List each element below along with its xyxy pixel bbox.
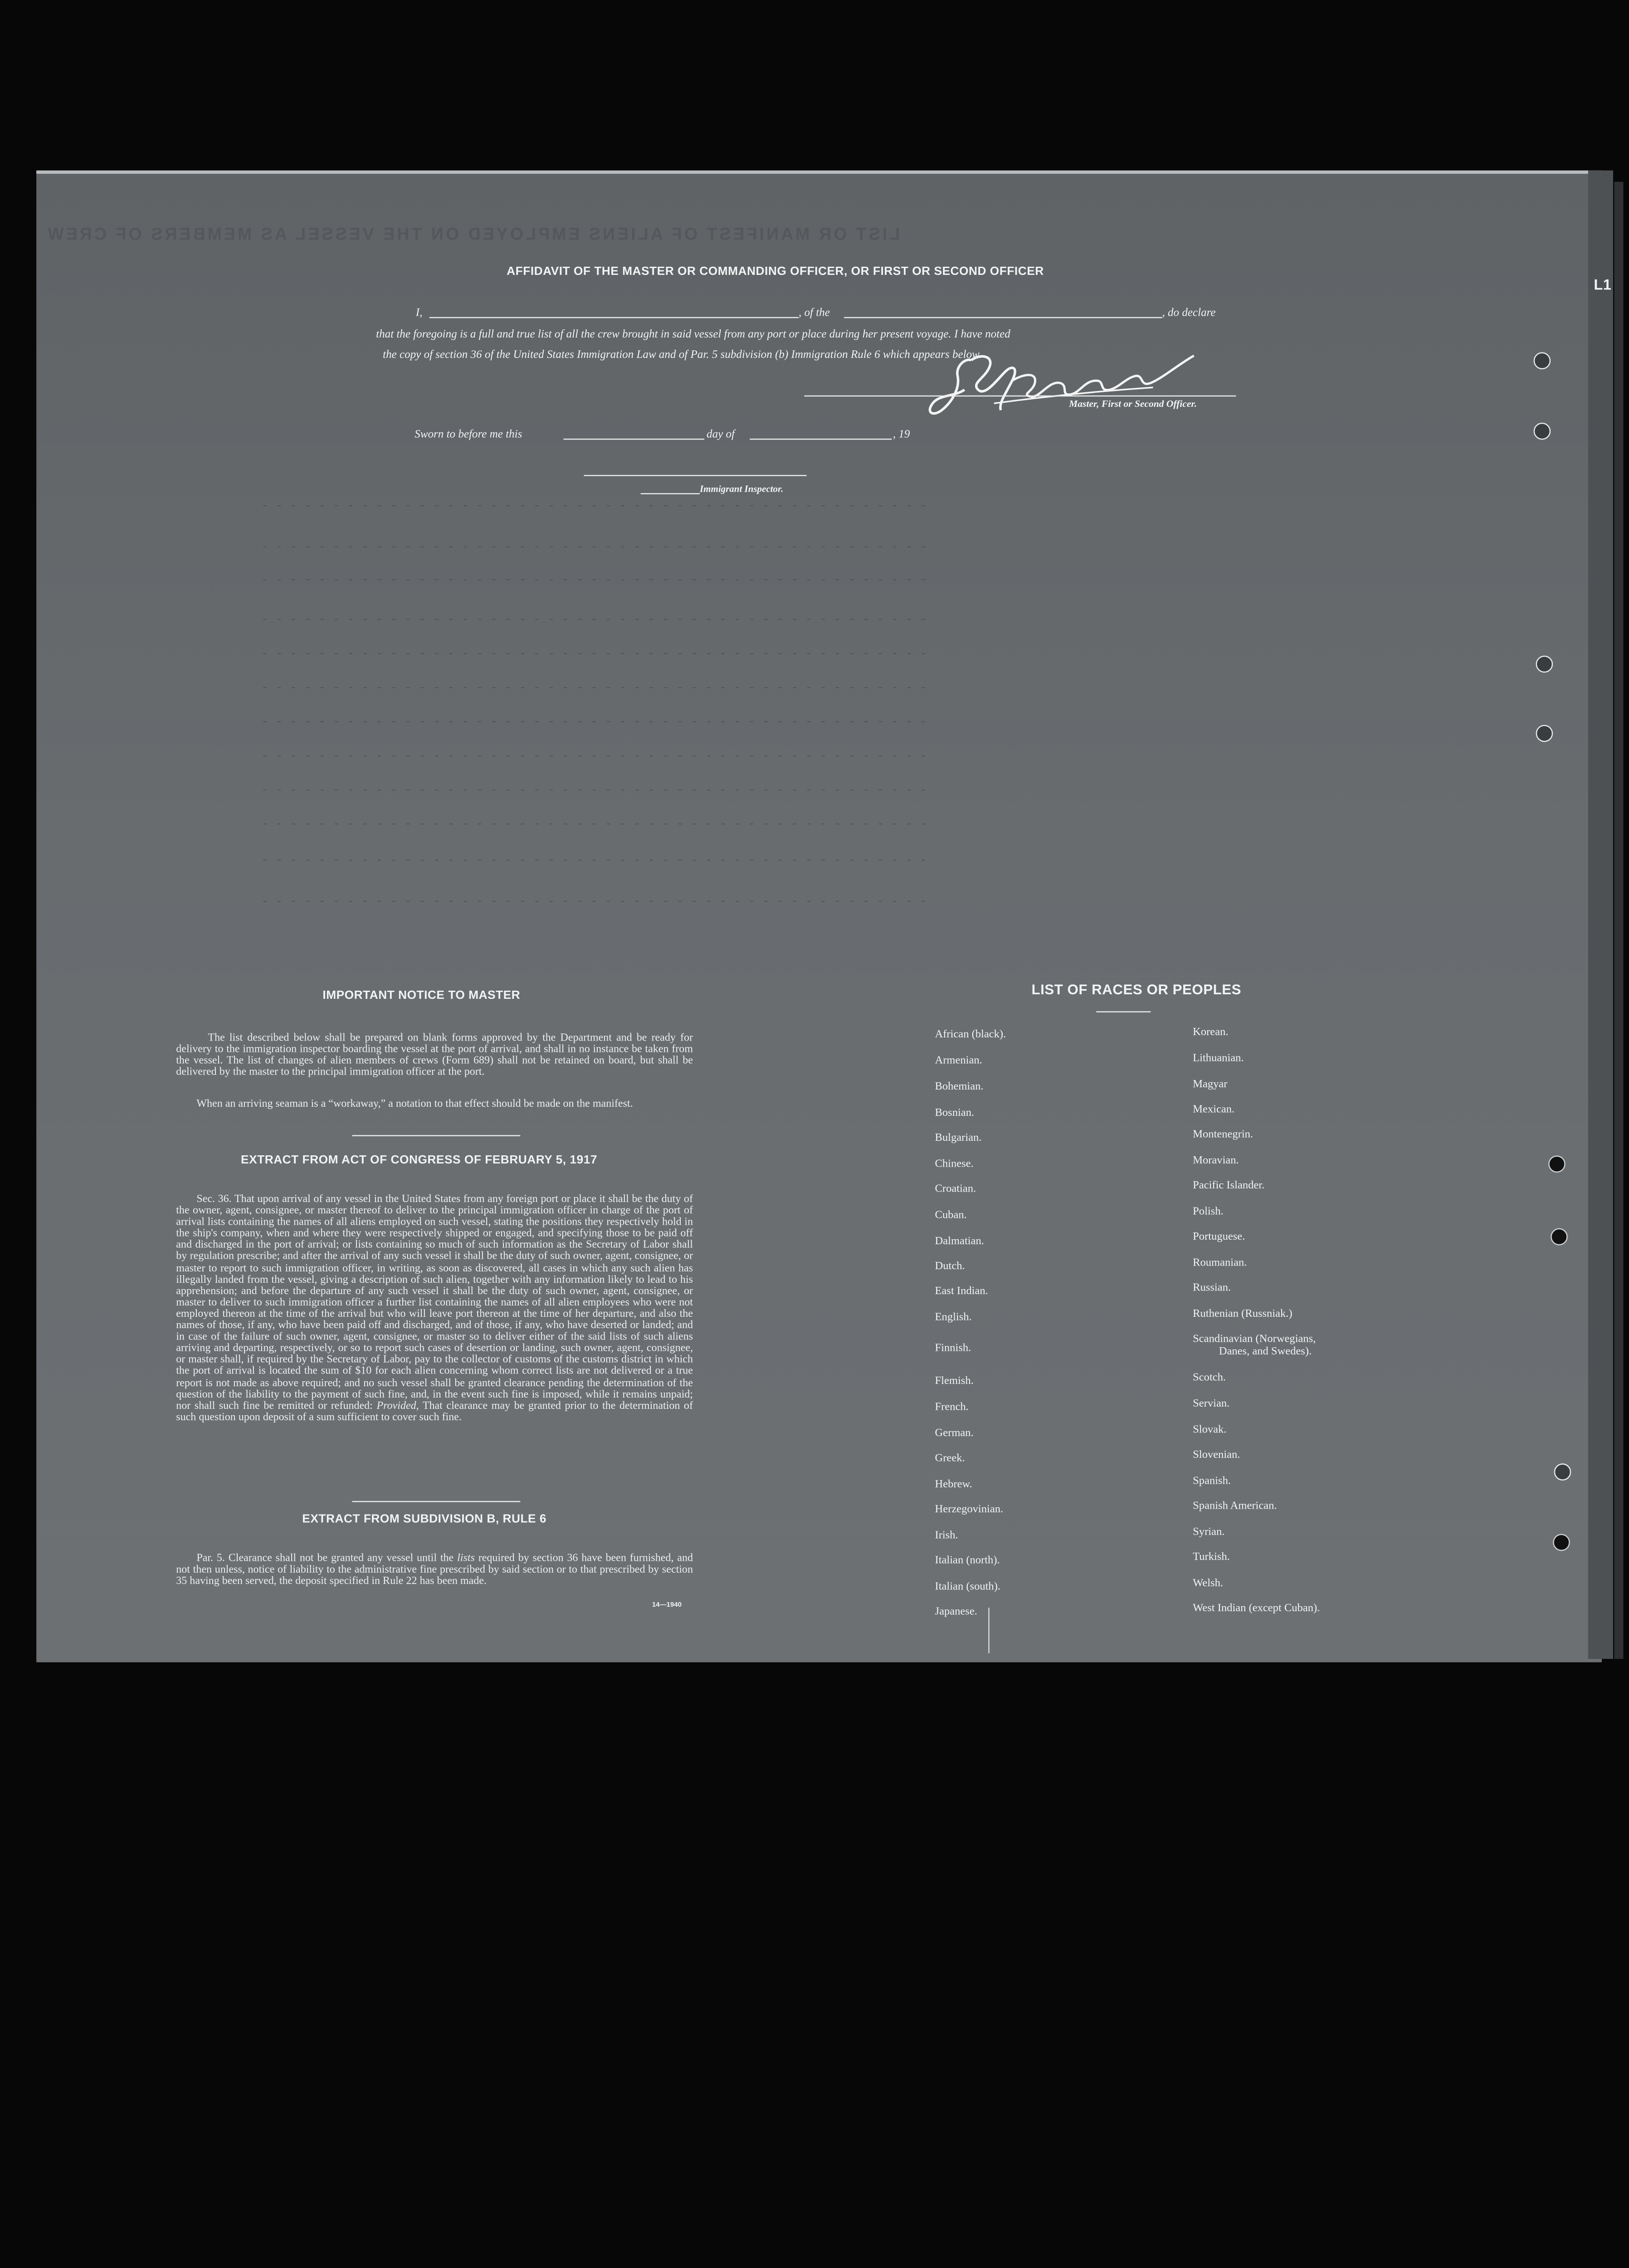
master-signature-line: [804, 396, 1236, 397]
races-title-rule: [1096, 1011, 1151, 1012]
bleed-through-row: - - - - - - - - - - - - - - - - - - - - - - - - - - - - - - - - - - - - - - - - - - - - - - -: [261, 784, 927, 798]
section-divider: [352, 1135, 521, 1136]
race-item: English.: [935, 1311, 972, 1324]
binder-hole: [1551, 1228, 1568, 1246]
race-item: Pacific Islander.: [1193, 1179, 1265, 1192]
inspector-signature-line: [584, 475, 807, 476]
race-item: Russian.: [1193, 1281, 1231, 1295]
notice-paragraph-1: The list described below shall be prepared on blank forms approved by the Department and be ready for delivery to the immigration inspector boarding the vessel at the port of arrival, and shall in no instance be taken from the vessel. The list of changes of alien members of crews (Form 689) shall not be retained on board, but shall be delivered by the master to the principal immigration officer at the port.: [176, 1031, 693, 1079]
form-number: 14—1940: [652, 1602, 682, 1609]
bleed-through-row: - - - - - - - - - - - - - - - - - - - - - - - - - - - - - - - - - - - - - - - - - - - - - - -: [261, 895, 927, 909]
race-item: Scandinavian (Norwegians,: [1193, 1333, 1316, 1345]
race-item: Ruthenian (Russniak.): [1193, 1308, 1292, 1320]
sworn-day-label: day of: [707, 428, 735, 441]
binder-hole: [1548, 1155, 1566, 1173]
race-item: Greek.: [935, 1452, 965, 1465]
race-item: Bohemian.: [935, 1080, 984, 1093]
race-item: Croatian.: [935, 1183, 976, 1196]
section-36-provided: Provided,: [376, 1399, 419, 1412]
race-item: Slovak.: [1193, 1423, 1227, 1437]
race-item: African (black).: [935, 1028, 1006, 1041]
race-item: Bulgarian.: [935, 1131, 982, 1144]
page-edge: [1588, 171, 1613, 1659]
race-item: Welsh.: [1193, 1577, 1224, 1590]
vessel-name-line: [844, 317, 1162, 318]
race-item: Spanish American.: [1193, 1500, 1277, 1513]
race-item: Armenian.: [935, 1054, 982, 1067]
affidavit-statement-line1: that the foregoing is a full and true list of all the crew brought in said vessel from any port or place during her present voyage. I have noted: [376, 328, 1010, 341]
rule-6-text-a: Par. 5. Clearance shall not be granted any vessel until the: [196, 1552, 454, 1565]
bleed-through-row: - - - - - - - - - - - - - - - - - - - - - - - - - - - - - - - - - - - - - - - - - - - - - - -: [261, 500, 927, 514]
binder-hole: [1536, 725, 1553, 742]
race-item: Lithuanian.: [1193, 1052, 1244, 1065]
bleed-through-row: - - - - - - - - - - - - - - - - - - - - - - - - - - - - - - - - - - - - - - - - - - - - - - -: [261, 854, 927, 868]
affidavit-statement-line2: the copy of section 36 of the United States Immigration Law and of Par. 5 subdivision (b) Immigration Rule 6 which appears below.: [383, 349, 982, 362]
affidavit-title: AFFIDAVIT OF THE MASTER OR COMMANDING OFFICER, OR FIRST OR SECOND OFFICER: [507, 264, 1044, 279]
notice-paragraph-2: When an arriving seaman is a “workaway,” a notation to that effect should be made on the manifest.: [196, 1097, 633, 1110]
bleed-through-row: - - - - - - - - - - - - - - - - - - - - - - - - - - - - - - - - - - - - - - - - - - - - - - -: [261, 750, 927, 764]
race-item: Cuban.: [935, 1209, 967, 1222]
bleed-through-row: - - - - - - - - - - - - - - - - - - - - - - - - - - - - - - - - - - - - - - - - - - - - - - -: [261, 647, 927, 661]
inspector-label: Immigrant Inspector.: [700, 484, 784, 494]
race-item: Irish.: [935, 1529, 958, 1542]
races-title: LIST OF RACES OR PEOPLES: [1031, 982, 1242, 998]
race-item: German.: [935, 1427, 974, 1440]
bleed-through-row: - - - - - - - - - - - - - - - - - - - - - - - - - - - - - - - - - - - - - - - - - - - - - - -: [261, 716, 927, 730]
section-36-end: That clearance may be granted prior to the determination of such question upon deposit of a sum sufficient to cover such fine.: [176, 1399, 693, 1424]
sworn-prefix: Sworn to before me this: [415, 428, 522, 441]
notice-title: IMPORTANT NOTICE TO MASTER: [322, 988, 521, 1002]
race-item: Spanish.: [1193, 1475, 1231, 1487]
race-item: East Indian.: [935, 1285, 988, 1298]
sworn-year-label: , 19: [893, 428, 910, 441]
rule-6-lists: lists: [457, 1552, 475, 1565]
sworn-month-line: [750, 439, 892, 440]
race-item: Flemish.: [935, 1374, 974, 1388]
bleed-through-row: - - - - - - - - - - - - - - - - - - - - - - - - - - - - - - - - - - - - - - - - - - - - - - -: [261, 541, 927, 555]
race-item: Roumanian.: [1193, 1256, 1247, 1269]
binder-hole: [1536, 655, 1553, 673]
bleed-through-row: - - - - - - - - - - - - - - - - - - - - - - - - - - - - - - - - - - - - - - - - - - - - - - -: [261, 818, 927, 832]
race-item: Italian (north).: [935, 1554, 1000, 1567]
sworn-day-line: [563, 439, 704, 440]
bleed-through-row: - - - - - - - - - - - - - - - - - - - - - - - - - - - - - - - - - - - - - - - - - - - - - - -: [261, 681, 927, 695]
race-item: Magyar: [1193, 1078, 1228, 1091]
extract-congress-title: EXTRACT FROM ACT OF CONGRESS OF FEBRUARY 5, 1917: [241, 1153, 597, 1167]
master-signature: [926, 347, 1198, 428]
race-item: French.: [935, 1401, 969, 1414]
race-item: Montenegrin.: [1193, 1128, 1253, 1141]
binder-hole: [1553, 1534, 1570, 1551]
edge-mark: L1: [1594, 276, 1612, 293]
race-item: Dalmatian.: [935, 1235, 984, 1248]
bleed-through-row: - - - - - - - - - - - - - - - - - - - - - - - - - - - - - - - - - - - - - - - - - - - - - - -: [261, 613, 927, 627]
binder-hole: [1534, 352, 1551, 370]
race-item: Scotch.: [1193, 1371, 1226, 1384]
bleed-through-row: - - - - - - - - - - - - - - - - - - - - - - - - - - - - - - - - - - - - - - - - - - - - - - -: [261, 573, 927, 588]
race-item: Moravian.: [1193, 1154, 1239, 1167]
inspector-label-line: [641, 493, 700, 494]
master-signature-label: Master, First or Second Officer.: [1069, 397, 1197, 409]
affidavit-declare-label: , do declare: [1162, 307, 1216, 319]
master-name-line: [429, 317, 799, 318]
race-item: Dutch.: [935, 1260, 965, 1273]
page-edge-shadow: [1614, 182, 1623, 1659]
form-sheet: [36, 171, 1602, 1662]
race-item: Portuguese.: [1193, 1230, 1245, 1243]
race-item: Servian.: [1193, 1398, 1230, 1410]
binder-hole: [1534, 423, 1551, 440]
affidavit-of-the-label: , of the: [798, 307, 830, 319]
race-item-continued: Danes, and Swedes).: [1219, 1345, 1312, 1358]
race-item: Turkish.: [1193, 1551, 1230, 1564]
section-divider: [352, 1501, 521, 1502]
race-item: Polish.: [1193, 1205, 1224, 1218]
affidavit-i-label: I,: [415, 307, 423, 319]
race-item: Slovenian.: [1193, 1448, 1240, 1461]
extract-rule6-title: EXTRACT FROM SUBDIVISION B, RULE 6: [302, 1512, 547, 1526]
section-36-label: Sec. 36.: [196, 1193, 232, 1206]
race-item: Korean.: [1193, 1026, 1229, 1039]
race-item: Japanese.: [935, 1605, 977, 1618]
binder-hole: [1554, 1463, 1571, 1481]
race-item: Finnish.: [935, 1342, 971, 1354]
race-item: Chinese.: [935, 1158, 974, 1171]
rule-6-text: [176, 1553, 693, 1588]
race-item: Mexican.: [1193, 1103, 1235, 1116]
race-item: Hebrew.: [935, 1478, 972, 1491]
race-item: Bosnian.: [935, 1106, 975, 1119]
rule-6-text-b: required by section 36 have been furnished, and not then unless, notice of liability to the administrative fine prescribed by said section or to that prescribed by section 35 having been served, the deposit specified in Rule 22 has been made.: [176, 1552, 693, 1588]
race-item: Italian (south).: [935, 1580, 1001, 1593]
pencil-mark: [988, 1608, 990, 1653]
race-item: Herzegovinian.: [935, 1503, 1004, 1516]
section-36-body: That upon arrival of any vessel in the United States from any foreign port or place it shall be the duty of the owner, agent, consignee, or master thereof to deliver to the principal immigration officer in charge of the port of arrival lists containing the names of all aliens employed on such vessel, stating the positions they respectively hold in the ship's company, when and where they were respectively shipped or engaged, and specifying those to be paid off and discharged in the port of arrival; or lists containing so much of such information as the Secretary of Labor shall by regulation prescribe; and after the arrival of any such vessel it shall be the duty of such owner, agent, consignee, or master to report to such immigration officer, in writing, as soon as discovered, all cases in which any such alien has illegally landed from the vessel, giving a description of such alien, together with any information likely to lead to his apprehension; and before the departure of any such vessel it shall be the duty of such owner, agent, consignee, or master to deliver to such immigration officer a further list containing the names of all alien employees who were not employed thereon at the time of the arrival but who will leave port thereon at the time of her departure, and also the names of those, if any, who have been paid off and discharged, and of those, if any, who have deserted or landed; and in case of the failure of such owner, agent, consignee, or master so to deliver either of the said lists of such aliens arriving and departing, respectively, or so to report such cases of desertion or landing, such owner, agent, consignee, or master shall, if required by the Secretary of Labor, pay to the collector of customs of the customs district in which the port of arrival is located the sum of $10 for each alien concerning whom correct lists are not delivered or a true report is not made as above required; and no such vessel shall be granted clearance pending the determination of the question of the liability to the payment of such fine, and, in the event such fine is imposed, while it remains unpaid; nor shall such fine be remitted or refunded:: [176, 1193, 693, 1412]
race-item: West Indian (except Cuban).: [1193, 1602, 1320, 1615]
bleed-through-heading: LIST OR MANIFEST OF ALIENS EMPLOYED ON THE VESSEL AS MEMBERS OF CREW: [45, 225, 900, 244]
race-item: Syrian.: [1193, 1526, 1225, 1539]
section-36-text: [176, 1194, 693, 1424]
